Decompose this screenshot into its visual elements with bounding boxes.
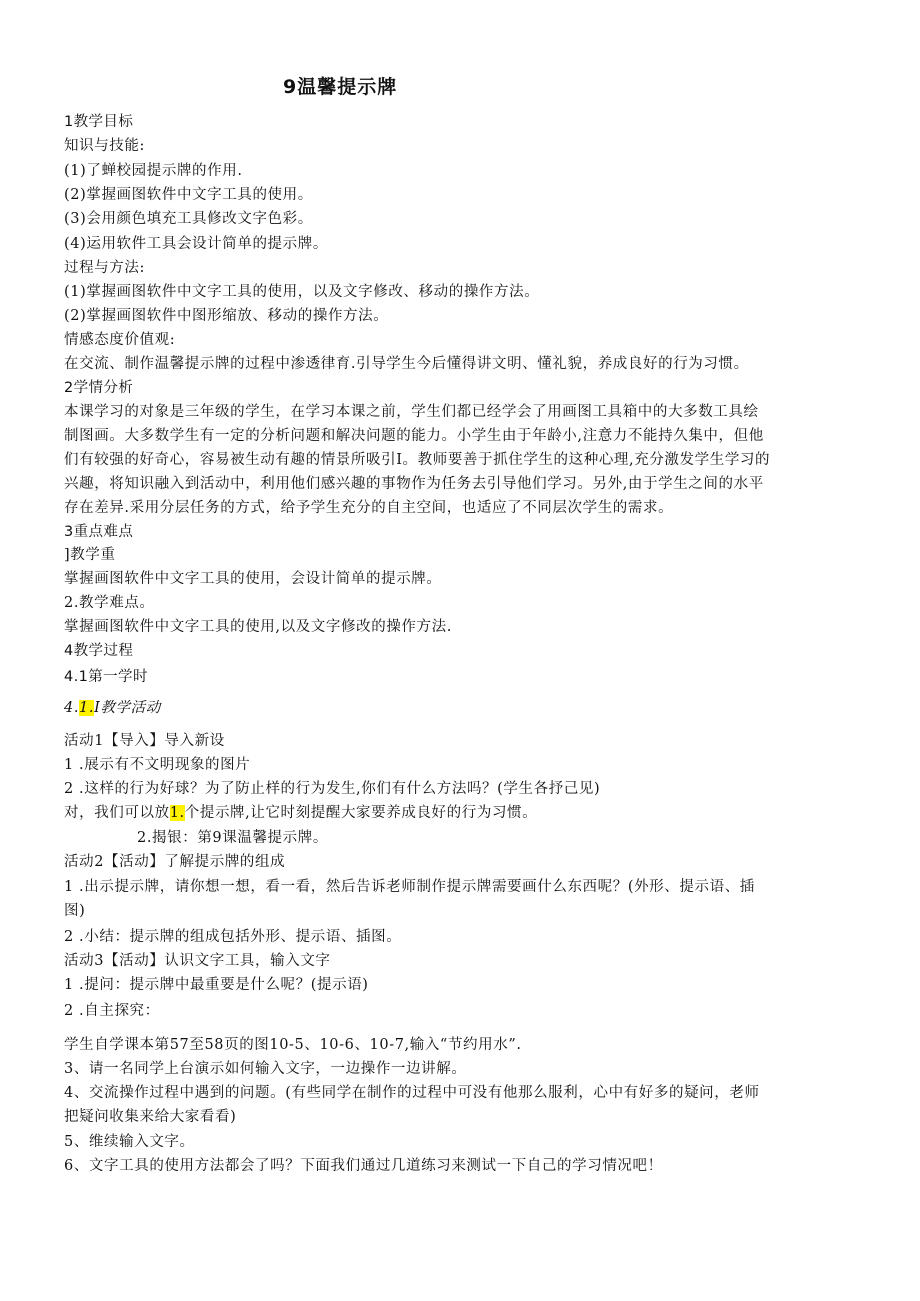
text-line: (2)掌握画图软件中图形缩放、移动的操作方法。 bbox=[64, 308, 389, 324]
paragraph-line: 们有较强的好奇心，容易被生动有趣的情景所吸引I。教师要善于抓住学生的这种心理,充分激发学生学习的 bbox=[64, 452, 771, 468]
text-line: 掌握画图软件中文字工具的使用,以及文字修改的操作方法. bbox=[64, 619, 452, 635]
text-line: 2 .自主探究： bbox=[64, 1003, 160, 1019]
text-line: 4、交流操作过程中遇到的问题。(有些同学在制作的过程中可没有他那么服利，心中有好多的疑问，老师 bbox=[64, 1085, 760, 1101]
subheading: 过程与方法: bbox=[64, 260, 145, 276]
text-line: (2)掌握画图软件中文字工具的使用。 bbox=[64, 187, 313, 203]
text-line: 2 .小结：提示牌的组成包括外形、提示语、插图。 bbox=[64, 929, 402, 945]
activity-heading: 活动2【活动】了解提示牌的组成 bbox=[64, 854, 286, 870]
activity-heading: 活动1【导入】导入新设 bbox=[64, 733, 225, 749]
text-line: 3、请一名同学上台演示如何输入文字，一边操作一边讲解。 bbox=[64, 1061, 467, 1077]
text-line: (3)会用颜色填充工具修改文字色彩。 bbox=[64, 211, 313, 227]
text-line bbox=[64, 805, 537, 822]
paragraph-line: 存在差异.采用分层任务的方式，给予学生充分的自主空间，也适应了不同层次学生的需求。 bbox=[64, 500, 674, 516]
text-line: (1)掌握画图软件中文字工具的使用，以及文字修改、移动的操作方法。 bbox=[64, 284, 540, 300]
subheading: 2.教学难点。 bbox=[64, 595, 155, 611]
paragraph-line: 本课学习的对象是三年级的学生，在学习本课之前，学生们都已经学会了用画图工具箱中的大多数工具绘 bbox=[64, 404, 759, 420]
document-title: 9温馨提示牌 bbox=[283, 76, 398, 98]
text-line: 1 .出示提示牌，请你想一想，看一看，然后告诉老师制作提示牌需要画什么东西呢？(外形、提示语、插 bbox=[64, 879, 755, 895]
text-line: 5、维续输入文字。 bbox=[64, 1134, 195, 1150]
text-line: 图) bbox=[64, 903, 86, 919]
activity-heading: 活动3【活动】认识文字工具，输入文字 bbox=[64, 953, 331, 969]
text-segment: 对，我们可以放 bbox=[64, 805, 170, 821]
paragraph-line: 制图画。大多数学生有一定的分析问题和解决问题的能力。小学生由于年龄小,注意力不能持久集中，但他 bbox=[64, 428, 764, 444]
highlighted-text: 1. bbox=[79, 700, 95, 716]
text-segment: 4. bbox=[64, 700, 80, 716]
text-line: 2 .这样的行为好球？为了防止样的行为发生,你们有什么方法吗？(学生各抒己见) bbox=[64, 781, 601, 797]
text-line: 把疑问收集来给大家看看) bbox=[64, 1109, 237, 1125]
text-line: 6、文字工具的使用方法都会了吗？下面我们通过几道练习来测试一下自己的学习情况吧！ bbox=[64, 1158, 663, 1174]
subsection-heading: 4.1第一学时 bbox=[64, 669, 148, 685]
text-segment: I教学活动 bbox=[94, 700, 161, 716]
text-line: (1)了蝉校园提示牌的作用. bbox=[64, 163, 243, 179]
highlighted-text: 1. bbox=[169, 805, 185, 821]
section-heading: 2学情分析 bbox=[64, 380, 134, 396]
text-line: 在交流、制作温馨提示牌的过程中渗透律育.引导学生今后懂得讲文明、懂礼貌，养成良好的行为习惯。 bbox=[64, 356, 749, 372]
text-line: 1 .展示有不文明现象的图片 bbox=[64, 757, 251, 773]
section-heading: 1教学目标 bbox=[64, 114, 134, 130]
paragraph-line: 兴趣，将知识融入到活动中，利用他们感兴趣的事物作为任务去引导他们学习。另外,由于学生之间的水平 bbox=[64, 476, 764, 492]
subheading: ]教学重 bbox=[64, 547, 116, 563]
text-line: (4)运用软件工具会设计简单的提示牌。 bbox=[64, 236, 328, 252]
subheading: 情感态度价值观: bbox=[64, 332, 176, 348]
subheading: 知识与技能: bbox=[64, 138, 145, 154]
text-segment: 个提示牌,让它时刻提醒大家要养成良好的行为习惯。 bbox=[184, 805, 538, 821]
text-line: 2.揭银：第9课温馨提示牌。 bbox=[137, 830, 328, 846]
section-heading: 4教学过程 bbox=[64, 643, 134, 659]
text-line: 1 .提问：提示牌中最重要是什么呢？(提示语) bbox=[64, 977, 369, 993]
section-heading: 3重点难点 bbox=[64, 524, 134, 540]
subsection-heading bbox=[64, 700, 161, 717]
text-line: 掌握画图软件中文字工具的使用，会设计简单的提示牌。 bbox=[64, 571, 442, 587]
text-line: 学生自学课本第57至58页的图10-5、10-6、10-7,输入“节约用水”. bbox=[64, 1037, 522, 1053]
